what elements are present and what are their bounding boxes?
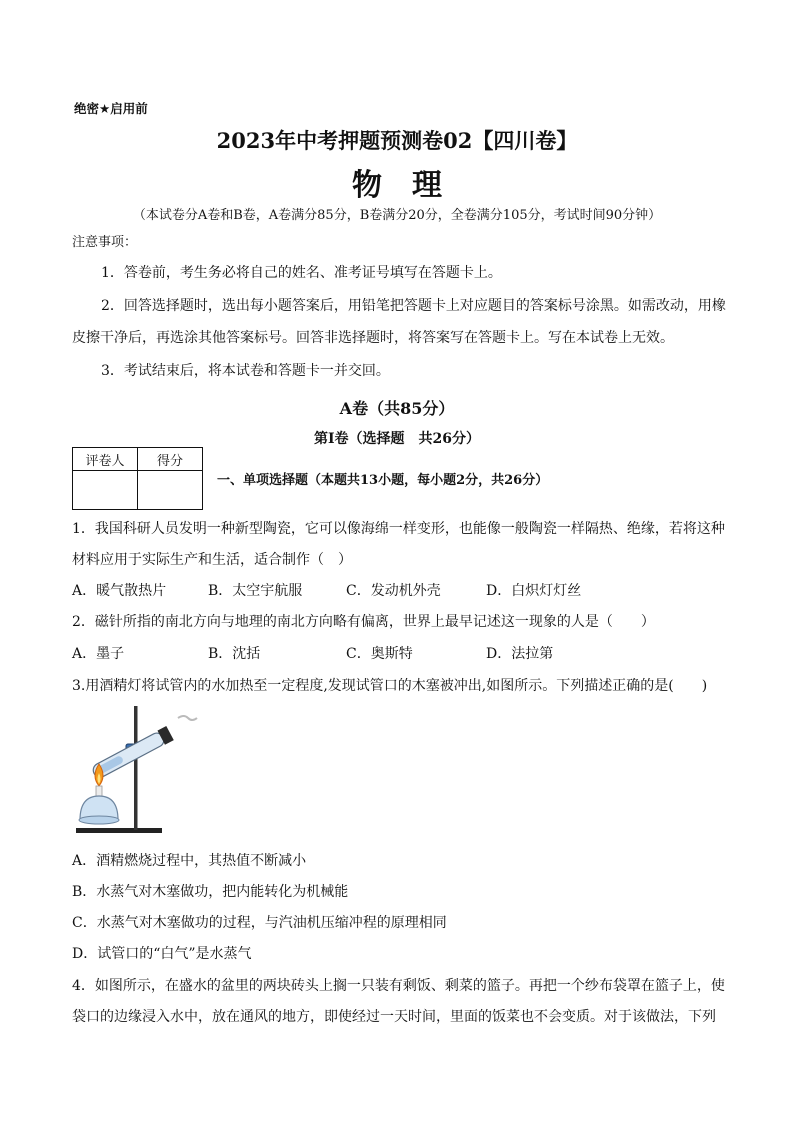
grader-cell[interactable] xyxy=(73,471,138,510)
question-4-line-1: 4．如图所示，在盛水的盆里的两块砖头上搁一只装有剩饭、剩菜的篮子。再把一个纱布袋罩在篮子上，使 xyxy=(72,978,725,994)
note-item-3: 3．考试结束后，将本试卷和答题卡一并交回。 xyxy=(101,363,390,379)
note-item-2: 2．回答选择题时，选出每小题答案后，用铅笔把答题卡上对应题目的答案标号涂黑。如需改动，用橡 xyxy=(101,298,726,314)
q1-option-a: A．暖气散热片 xyxy=(72,583,167,599)
q3-option-a: A．酒精燃烧过程中，其热值不断减小 xyxy=(72,853,307,869)
q2-option-d: D．法拉第 xyxy=(486,646,554,662)
question-2-line-1: 2．磁针所指的南北方向与地理的南北方向略有偏离，世界上最早记述这一现象的人是（ ） xyxy=(72,614,655,630)
score-label: 得分 xyxy=(138,448,203,471)
grader-score-table xyxy=(72,447,203,510)
q1-option-b: B．太空宇航服 xyxy=(208,583,303,599)
q3-option-d: D．试管口的“白气”是水蒸气 xyxy=(72,946,252,962)
subject-title: 物理 xyxy=(352,168,472,203)
question-3-line-1: 3.用酒精灯将试管内的水加热至一定程度,发现试管口的木塞被冲出,如图所示。下列描述正确的是( ) xyxy=(72,678,708,694)
exam-description: （本试卷分A卷和B卷，A卷满分85分，B卷满分20分，全卷满分105分，考试时间90分钟） xyxy=(132,208,662,223)
notes-heading: 注意事项： xyxy=(72,235,138,250)
q2-option-a: A．墨子 xyxy=(72,646,125,662)
stand-base xyxy=(76,828,162,833)
question-type-heading: 一、单项选择题（本题共13小题，每小题2分，共26分） xyxy=(217,473,549,488)
grader-label: 评卷人 xyxy=(73,448,138,471)
q2-option-c: C．奥斯特 xyxy=(346,646,413,662)
q1-option-d: D．白炽灯灯丝 xyxy=(486,583,582,599)
q1-option-c: C．发动机外壳 xyxy=(346,583,441,599)
part-1-title: 第Ⅰ卷（选择题 共26分） xyxy=(313,431,481,447)
question-4-line-2: 袋口的边缘浸入水中，放在通风的地方，即使经过一天时间，里面的饭菜也不会变质。对于该做法，下列 xyxy=(72,1009,716,1025)
steam xyxy=(178,716,197,720)
question-1-line-2: 材料应用于实际生产和生活，适合制作（ ） xyxy=(72,552,352,568)
question-1-line-1: 1．我国科研人员发明一种新型陶瓷，它可以像海绵一样变形，也能像一般陶瓷一样隔热、绝缘，若将这种 xyxy=(72,521,725,537)
exam-title: 2023年中考押题预测卷02【四川卷】 xyxy=(216,128,578,153)
note-item-1: 1．答卷前，考生务必将自己的姓名、准考证号填写在答题卡上。 xyxy=(101,265,502,281)
section-a-title: A卷（共85分） xyxy=(339,399,455,418)
score-cell[interactable] xyxy=(138,471,203,510)
alcohol-lamp-test-tube-figure xyxy=(70,700,200,838)
note-item-2-cont: 皮擦干净后，再选涂其他答案标号。回答非选择题时，将答案写在答题卡上。写在本试卷上无效。 xyxy=(72,330,674,346)
lamp-wick xyxy=(96,786,102,796)
q2-option-b: B．沈括 xyxy=(208,646,261,662)
q3-option-b: B．水蒸气对木塞做功，把内能转化为机械能 xyxy=(72,884,349,900)
stand-rod xyxy=(134,706,138,830)
q3-option-c: C．水蒸气对木塞做功的过程，与汽油机压缩冲程的原理相同 xyxy=(72,915,447,931)
confidential-mark: 绝密★启用前 xyxy=(74,101,148,116)
